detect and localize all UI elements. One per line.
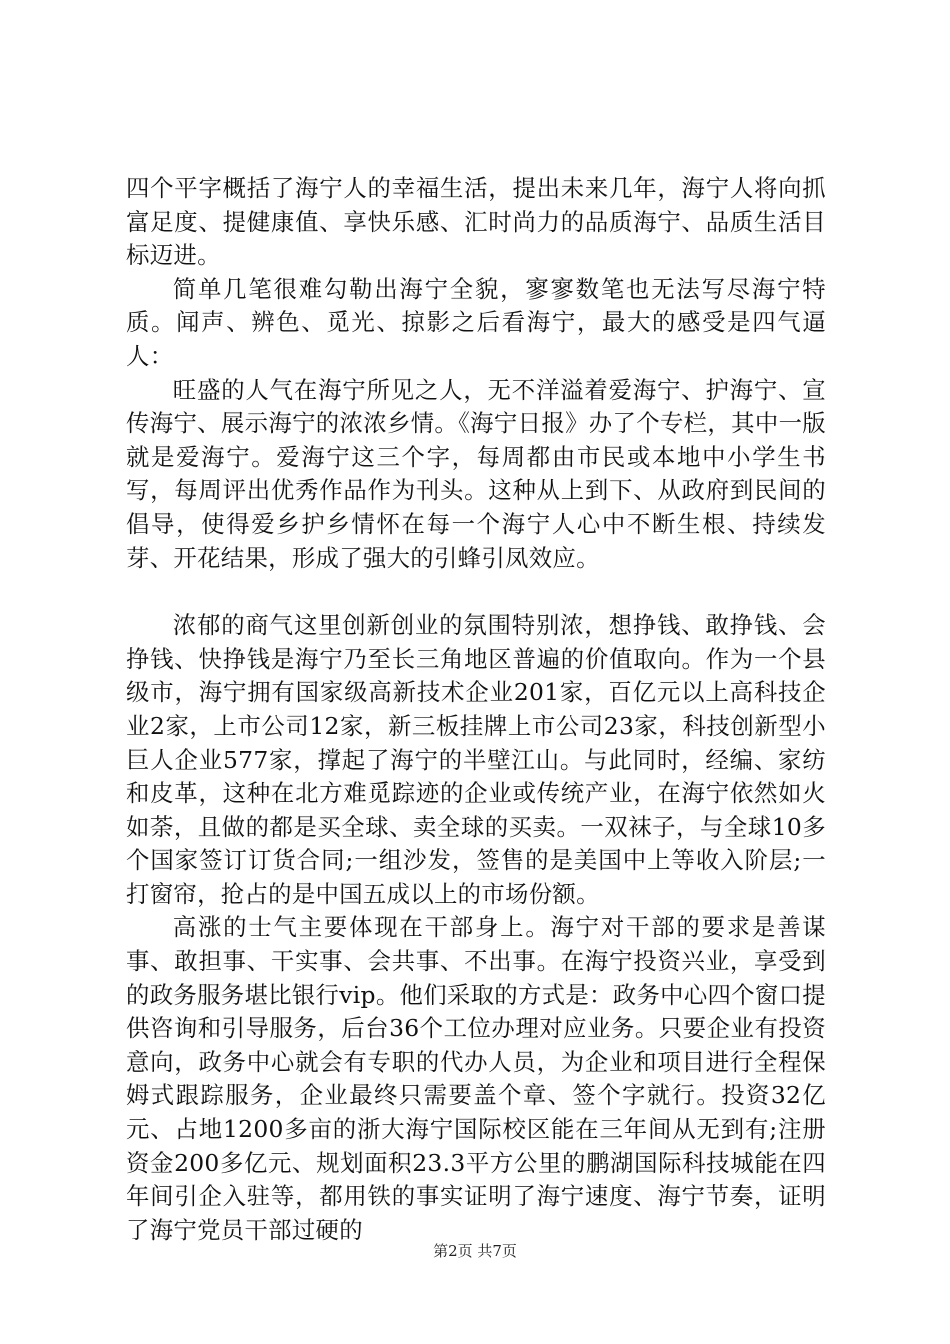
paragraph-shangqi: 浓郁的商气这里创新创业的氛围特别浓，想挣钱、敢挣钱、会挣钱、快挣钱是海宁乃至长三角地区普遍的价值取向。作为一个县级市，海宁拥有国家级高新技术企业201家，百亿元以上高科技企业2家，上市公司12家，新三板挂牌上市公司23家，科技创新型小巨人企业577家，撑起了海宁的半壁江山。与此同时，经编、家纺和皮革，这种在北方难觅踪迹的企业或传统产业，在海宁依然如火如荼，且做的都是买全球、卖全球的买卖。一双袜子，与全球10多个国家签订订货合同;一组沙发，签售的是美国中上等收入阶层;一打窗帘，抢占的是中国五成以上的市场份额。 [126,611,826,908]
paragraph-gap [126,575,826,609]
page-footer: 第2页 共7页 [433,1242,517,1260]
paragraph-renqi: 旺盛的人气在海宁所见之人，无不洋溢着爱海宁、护海宁、宣传海宁、展示海宁的浓浓乡情。《海宁日报》办了个专栏，其中一版就是爱海宁。爱海宁这三个字，每周都由市民或本地中小学生书写，每周评出优秀作品作为刊头。这种从上到下、从政府到民间的倡导，使得爱乡护乡情怀在每一个海宁人心中不断生根、持续发芽、开花结果，形成了强大的引蜂引凤效应。 [126,375,826,572]
paragraph-shiqi: 高涨的士气主要体现在干部身上。海宁对干部的要求是善谋事、敢担事、干实事、会共事、不出事。在海宁投资兴业，享受到的政务服务堪比银行vip。他们采取的方式是：政务中心四个窗口提供咨询和引导服务，后台36个工位办理对应业务。只要企业有投资意向，政务中心就会有专职的代办人员，为企业和项目进行全程保姆式跟踪服务，企业最终只需要盖个章、签个字就行。投资32亿元、占地1200多亩的浙大海宁国际校区能在三年间从无到有;注册资金200多亿元、规划面积23.3平方公里的鹏湖国际科技城能在四年间引企入驻等，都用铁的事实证明了海宁速度、海宁节奏，证明了海宁党员干部过硬的 [126,913,826,1244]
paragraph-intro: 简单几笔很难勾勒出海宁全貌，寥寥数笔也无法写尽海宁特质。闻声、辨色、觅光、掠影之后看海宁，最大的感受是四气逼人： [126,274,826,370]
body-text [126,172,826,1247]
paragraph-continuation: 四个平字概括了海宁人的幸福生活，提出未来几年，海宁人将向抓富足度、提健康值、享快乐感、汇时尚力的品质海宁、品质生活目标迈进。 [126,174,826,270]
